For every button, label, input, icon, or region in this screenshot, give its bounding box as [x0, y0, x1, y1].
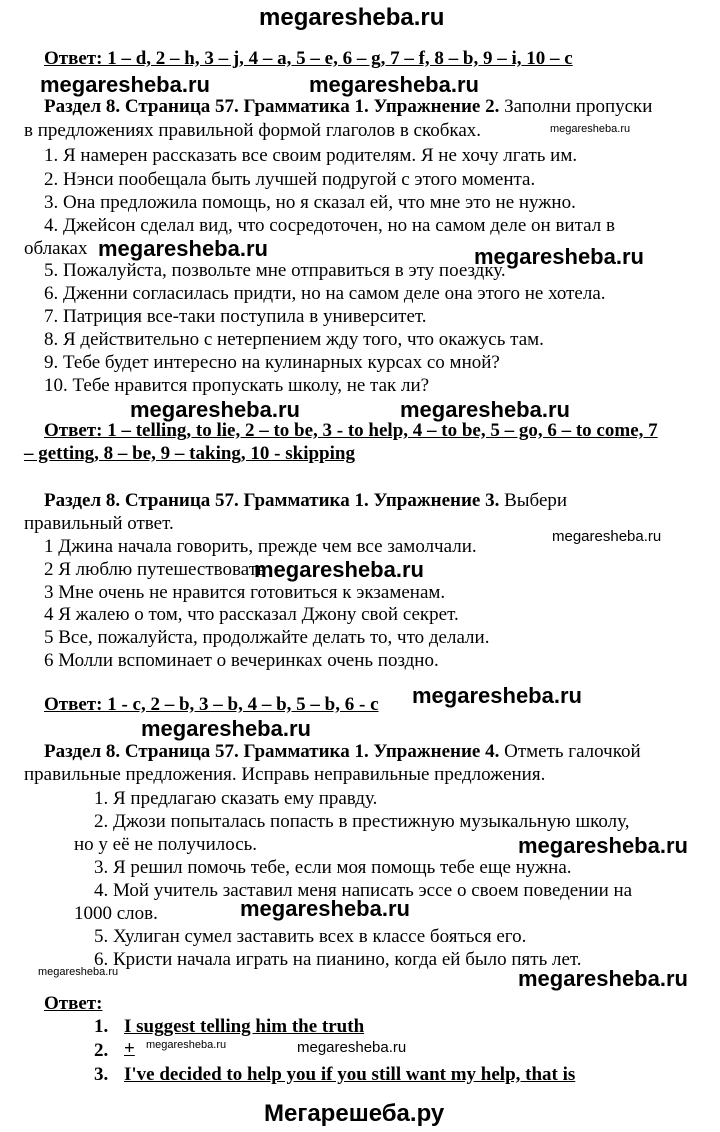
- ex4-item: 2. Джози попыталась попасть в престижную музыкальную школу,: [94, 811, 630, 832]
- ex4-item: но у её не получилось.: [74, 834, 258, 855]
- ex4-answer-num: 1.: [94, 1016, 109, 1037]
- watermark-text: megaresheba.ru: [309, 72, 479, 97]
- ex3-item: 2 Я люблю путешествовать: [44, 559, 266, 580]
- watermark-text: megaresheba.ru: [400, 397, 570, 422]
- ex2-item: 5. Пожалуйста, позвольте мне отправиться в эту поездку.: [44, 260, 506, 281]
- ex4-answer-text: I suggest telling him the truth: [124, 1016, 365, 1037]
- ex2-heading: [44, 96, 652, 118]
- ex3-instruction-cont: правильный ответ.: [24, 513, 174, 534]
- watermark-text: megaresheba.ru: [550, 123, 631, 135]
- watermark-text: megaresheba.ru: [40, 72, 210, 97]
- ex2-answer-line2: – getting, 8 – be, 9 – taking, 10 - skipping: [24, 443, 355, 464]
- ex4-answer-num: 3.: [94, 1064, 109, 1085]
- ex4-item: 5. Хулиган сумел заставить всех в классе бояться его.: [94, 926, 527, 947]
- ex2-item: 10. Тебе нравится пропускать школу, не так ли?: [44, 375, 430, 396]
- watermark-text: megaresheba.ru: [254, 557, 424, 582]
- watermark-text: megaresheba.ru: [38, 966, 119, 978]
- answer-previous-exercise: Ответ: 1 – d, 2 – h, 3 – j, 4 – a, 5 – e, 6 – g, 7 – f, 8 – b, 9 – i, 10 – c: [44, 48, 573, 69]
- ex4-answer-text: +: [124, 1038, 135, 1059]
- ex4-item: 1000 слов.: [74, 903, 158, 924]
- ex3-item: 3 Мне очень не нравится готовиться к экзаменам.: [44, 582, 446, 603]
- ex2-item: 2. Нэнси пообещала быть лучшей подругой с этого момента.: [44, 169, 536, 190]
- ex2-item: облаках: [24, 238, 88, 259]
- ex4-answer-label: Ответ:: [44, 993, 103, 1014]
- ex4-title: Раздел 8. Страница 57. Грамматика 1. Упражнение 4.: [44, 741, 500, 762]
- ex3-item: 5 Все, пожалуйста, продолжайте делать то, что делали.: [44, 627, 490, 648]
- ex2-instruction-cont: в предложениях правильной формой глаголов в скобках.: [24, 120, 482, 141]
- watermark-text: megaresheba.ru: [141, 716, 311, 741]
- ex3-item: 1 Джина начала говорить, прежде чем все замолчали.: [44, 536, 477, 557]
- watermark-text: megaresheba.ru: [98, 236, 268, 261]
- watermark-text: megaresheba.ru: [130, 397, 300, 422]
- ex2-item: 9. Тебе будет интересно на кулинарных курсах со мной?: [44, 352, 500, 373]
- watermark-text: megaresheba.ru: [297, 1039, 407, 1056]
- watermark-text: megaresheba.ru: [474, 244, 644, 269]
- ex2-instruction: Заполни пропуски: [504, 96, 653, 117]
- watermark-text: megaresheba.ru: [146, 1039, 227, 1051]
- watermark-text: megaresheba.ru: [552, 528, 662, 545]
- ex3-title: Раздел 8. Страница 57. Грамматика 1. Упражнение 3.: [44, 490, 500, 511]
- ex4-item: 6. Кристи начала играть на пианино, когда ей было пять лет.: [94, 949, 582, 970]
- ex2-item: 4. Джейсон сделал вид, что сосредоточен, но на самом деле он витал в: [44, 215, 615, 236]
- ex2-answer-line1: Ответ: 1 – telling, to lie, 2 – to be, 3 - to help, 4 – to be, 5 – go, 6 – to come, 7: [44, 420, 658, 441]
- ex4-answer-text: I've decided to help you if you still want my help, that is: [124, 1064, 576, 1085]
- watermark-text: megaresheba.ru: [518, 966, 688, 991]
- ex3-heading: [44, 490, 567, 512]
- ex2-item: 7. Патриция все-таки поступила в университет.: [44, 306, 427, 327]
- ex3-instruction: Выбери: [504, 490, 568, 511]
- ex2-item: 3. Она предложила помощь, но я сказал ей, что мне это не нужно.: [44, 192, 576, 213]
- ex4-instruction: Отметь галочкой: [504, 741, 641, 762]
- watermark-text: megaresheba.ru: [240, 896, 410, 921]
- ex3-answer: Ответ: 1 - c, 2 – b, 3 – b, 4 – b, 5 – b, 6 - c: [44, 694, 379, 715]
- ex2-item: 6. Дженни согласилась придти, но на самом деле она этого не хотела.: [44, 283, 606, 304]
- ex4-item: 1. Я предлагаю сказать ему правду.: [94, 788, 378, 809]
- watermark-text: megaresheba.ru: [412, 683, 582, 708]
- ex4-heading: [44, 741, 641, 763]
- footer-site-title[interactable]: Мегарешеба.ру: [264, 1100, 445, 1127]
- ex4-item: 4. Мой учитель заставил меня написать эссе о своем поведении на: [94, 880, 633, 901]
- ex2-title: Раздел 8. Страница 57. Грамматика 1. Упражнение 2.: [44, 96, 500, 117]
- ex4-item: 3. Я решил помочь тебе, если моя помощь тебе еще нужна.: [94, 857, 572, 878]
- ex2-item: 8. Я действительно с нетерпением жду того, что окажусь там.: [44, 329, 544, 350]
- ex3-item: 4 Я жалею о том, что рассказал Джону свой секрет.: [44, 604, 459, 625]
- ex4-instruction-cont: правильные предложения. Исправь неправильные предложения.: [24, 764, 546, 785]
- ex4-answer-num: 2.: [94, 1040, 109, 1061]
- header-site-title[interactable]: megaresheba.ru: [259, 4, 445, 31]
- ex2-item: 1. Я намерен рассказать все своим родителям. Я не хочу лгать им.: [44, 145, 578, 166]
- ex3-item: 6 Молли вспоминает о вечеринках очень поздно.: [44, 650, 439, 671]
- watermark-text: megaresheba.ru: [518, 833, 688, 858]
